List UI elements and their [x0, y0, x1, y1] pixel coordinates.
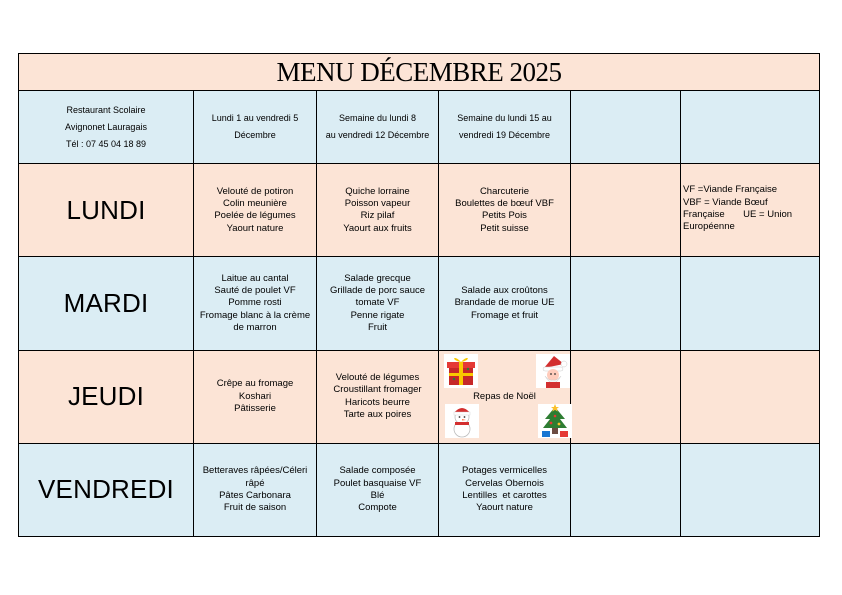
week-3-header: [439, 91, 571, 164]
dish: Fromage et fruit: [470, 309, 539, 321]
dish: Yaourt nature: [226, 222, 284, 234]
dish: tomate VF: [355, 297, 400, 309]
dish: Pâtes Carbonara: [219, 489, 291, 501]
dish: Velouté de légumes: [335, 372, 420, 384]
dish: Compote: [358, 502, 397, 514]
snowman-icon: [445, 404, 479, 438]
restaurant-phone: Tél : 07 45 04 18 89: [65, 138, 147, 149]
legend-cell: [681, 164, 820, 257]
dish: Yaourt nature: [476, 502, 533, 514]
legend-line: VBF = Viande Bœuf: [683, 196, 768, 208]
menu-cell-vendredi-week1: [194, 443, 317, 536]
dish: Cervelas Obernois: [465, 477, 544, 489]
legend-line: Européenne: [683, 221, 735, 233]
dish: Grillade de porc sauce: [329, 285, 426, 297]
dish: Salade grecque: [344, 272, 411, 284]
menu-cell-mardi-week3: [439, 257, 571, 350]
day-label-jeudi: JEUDI: [19, 350, 194, 443]
restaurant-town: Avignonet Lauragais: [65, 121, 147, 132]
dish: Fruit: [368, 321, 387, 333]
menu-cell-lundi-week1: [194, 164, 317, 257]
dish: Poelée de légumes: [214, 210, 296, 222]
week-1-header: [194, 91, 317, 164]
restaurant-info-cell: [19, 91, 194, 164]
empty-cell: [571, 350, 681, 443]
empty-cell: [681, 443, 820, 536]
day-label-vendredi: VENDREDI: [19, 443, 194, 536]
dish: Riz pilaf: [360, 210, 395, 222]
dish: râpé: [245, 477, 265, 489]
week-2-header: [317, 91, 439, 164]
page-title: [19, 54, 820, 91]
empty-cell: [571, 257, 681, 350]
dish: Quiche lorraine: [345, 185, 410, 197]
menu-cell-vendredi-week3: [439, 443, 571, 536]
week-2-line1: Semaine du lundi 8: [338, 113, 417, 124]
dish: Betteraves râpées/Céleri: [202, 465, 308, 477]
dish: Pomme rosti: [228, 297, 282, 309]
dish: Crêpe au fromage: [216, 378, 294, 390]
dish: Croustillant fromager: [333, 384, 422, 396]
menu-cell-jeudi-week1: [194, 350, 317, 443]
legend-line: VF =Viande Française: [683, 184, 778, 196]
menu-table: [18, 53, 820, 537]
title-text: MENU DÉCEMBRE 2025: [276, 56, 562, 87]
dish: Charcuterie: [479, 185, 530, 197]
santa-claus-icon: [536, 354, 570, 388]
dish: de marron: [233, 321, 277, 333]
week-2-line2: au vendredi 12 Décembre: [325, 130, 430, 141]
dish: Salade composée: [339, 465, 416, 477]
christmas-tree-icon: [538, 404, 572, 438]
dish: Poulet basquaise VF: [333, 477, 422, 489]
dish: Brandade de morue UE: [454, 297, 555, 309]
dish: Petit suisse: [480, 222, 529, 234]
menu-cell-vendredi-week2: [317, 443, 439, 536]
empty-cell: [681, 257, 820, 350]
dish: Poisson vapeur: [344, 198, 411, 209]
empty-header-cell: [681, 91, 820, 164]
empty-cell: [681, 350, 820, 443]
week-3-line1: Semaine du lundi 15 au: [457, 113, 552, 124]
dish: Colin meunière: [223, 198, 287, 209]
menu-cell-jeudi-week3: [439, 350, 571, 443]
dish: Haricots beurre: [345, 396, 410, 408]
empty-cell: [571, 164, 681, 257]
dish: Pâtisserie: [234, 402, 276, 414]
empty-header-cell: [571, 91, 681, 164]
gift-icon: [444, 354, 478, 388]
dish: Laitue au cantal: [221, 272, 289, 284]
dish: Koshari: [238, 390, 272, 402]
dish: Salade aux croûtons: [461, 285, 548, 297]
dish: Tarte aux poires: [343, 408, 412, 420]
dish: Fromage blanc à la crème: [199, 309, 311, 321]
empty-cell: [571, 443, 681, 536]
week-1-line2: Décembre: [234, 130, 276, 141]
dish: Blé: [370, 489, 385, 501]
week-1-line1: Lundi 1 au vendredi 5: [211, 113, 299, 124]
dish: Boulettes de bœuf VBF: [455, 198, 554, 209]
dish: Velouté de potiron: [216, 185, 294, 197]
dish: Penne rigate: [350, 309, 405, 321]
christmas-meal-label: Repas de Noël: [473, 390, 536, 402]
day-label-mardi: MARDI: [19, 257, 194, 350]
menu-cell-mardi-week2: [317, 257, 439, 350]
legend-line: Française UE = Union: [683, 208, 793, 220]
dish: Sauté de poulet VF: [214, 285, 296, 297]
dish: Yaourt aux fruits: [343, 222, 412, 234]
menu-cell-jeudi-week2: [317, 350, 439, 443]
menu-cell-lundi-week2: [317, 164, 439, 257]
dish: Potages vermicelles: [461, 465, 547, 477]
dish: Petits Pois: [482, 210, 527, 222]
restaurant-name: Restaurant Scolaire: [66, 104, 146, 115]
menu-cell-lundi-week3: [439, 164, 571, 257]
dish: Lentilles et carottes: [462, 489, 547, 501]
dish: Fruit de saison: [223, 502, 287, 514]
menu-cell-mardi-week1: [194, 257, 317, 350]
week-3-line2: vendredi 19 Décembre: [458, 130, 551, 141]
day-label-lundi: LUNDI: [19, 164, 194, 257]
